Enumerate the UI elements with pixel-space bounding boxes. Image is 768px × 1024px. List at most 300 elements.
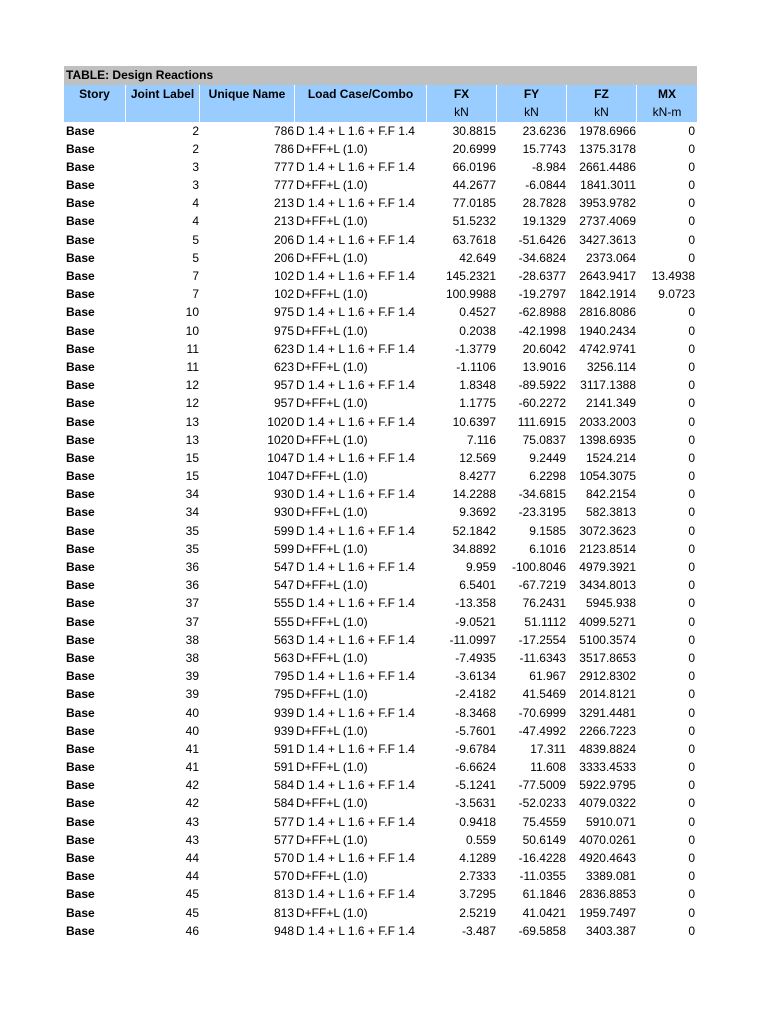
cell-joint-label: 7 xyxy=(192,287,199,302)
cell-fy: 75.4559 xyxy=(522,814,566,829)
cell-load-case: D 1.4 + L 1.6 + F.F 1.4 xyxy=(296,741,415,756)
cell-joint-label: 5 xyxy=(192,232,199,247)
unit-unique-name xyxy=(200,103,295,122)
cell-fz: 3291.4481 xyxy=(579,705,636,720)
cell-fx: 1.8348 xyxy=(459,378,496,393)
table-row xyxy=(64,322,697,340)
table-row xyxy=(64,413,697,431)
cell-unique-name: 948 xyxy=(273,923,294,938)
cell-fx: 77.0185 xyxy=(452,196,496,211)
cell-story: Base xyxy=(66,650,95,665)
cell-unique-name: 623 xyxy=(273,341,294,356)
table-row xyxy=(64,776,697,794)
cell-joint-label: 39 xyxy=(185,669,199,684)
cell-fx: 3.7295 xyxy=(459,887,496,902)
cell-load-case: D+FF+L (1.0) xyxy=(296,869,368,884)
cell-fx: -13.358 xyxy=(455,596,496,611)
cell-unique-name: 1020 xyxy=(267,432,294,447)
cell-load-case: D+FF+L (1.0) xyxy=(296,469,368,484)
cell-fx: 44.2677 xyxy=(452,178,496,193)
cell-story: Base xyxy=(66,250,95,265)
table-row xyxy=(64,485,697,503)
cell-fz: 1940.2434 xyxy=(579,323,636,338)
cell-fz: 2912.8302 xyxy=(579,669,636,684)
cell-load-case: D+FF+L (1.0) xyxy=(296,359,368,374)
cell-load-case: D 1.4 + L 1.6 + F.F 1.4 xyxy=(296,851,415,865)
cell-joint-label: 45 xyxy=(185,905,199,920)
cell-unique-name: 206 xyxy=(273,232,294,247)
cell-load-case: D 1.4 + L 1.6 + F.F 1.4 xyxy=(296,632,415,647)
cell-load-case: D 1.4 + L 1.6 + F.F 1.4 xyxy=(296,523,415,538)
cell-fy: 19.1329 xyxy=(522,214,566,229)
table-row xyxy=(64,140,697,158)
cell-fy: -42.1998 xyxy=(518,323,566,338)
cell-joint-label: 41 xyxy=(185,741,199,756)
cell-fx: -5.7601 xyxy=(455,723,496,738)
cell-fx: 4.1289 xyxy=(459,851,496,865)
table-row xyxy=(64,594,697,612)
cell-fx: -3.6134 xyxy=(455,669,496,684)
cell-fx: 2.5219 xyxy=(459,905,496,920)
cell-fz: 4070.0261 xyxy=(579,832,636,847)
cell-mx: 0 xyxy=(688,505,695,520)
cell-fz: 1978.6966 xyxy=(579,123,636,138)
table-row xyxy=(64,885,697,903)
cell-unique-name: 777 xyxy=(273,159,294,174)
cell-fx: -9.6784 xyxy=(455,741,496,756)
cell-load-case: D+FF+L (1.0) xyxy=(296,505,368,520)
cell-fz: 5945.938 xyxy=(585,596,636,611)
cell-fz: 4979.3921 xyxy=(579,560,636,574)
cell-joint-label: 12 xyxy=(185,378,199,393)
cell-fy: -60.2272 xyxy=(518,396,566,411)
cell-joint-label: 13 xyxy=(185,432,199,447)
cell-fx: -6.6624 xyxy=(455,760,496,775)
cell-story: Base xyxy=(66,596,95,611)
cell-story: Base xyxy=(66,450,95,465)
cell-fz: 1524.214 xyxy=(585,450,636,465)
cell-joint-label: 42 xyxy=(185,796,199,811)
cell-fy: 17.311 xyxy=(530,741,566,756)
cell-load-case: D 1.4 + L 1.6 + F.F 1.4 xyxy=(296,269,415,283)
cell-fy: 11.608 xyxy=(530,760,566,775)
cell-fx: -1.1106 xyxy=(456,359,496,374)
table-row xyxy=(64,212,697,230)
cell-fy: -16.4228 xyxy=(518,851,566,865)
cell-story: Base xyxy=(66,196,95,211)
cell-joint-label: 34 xyxy=(185,505,199,520)
unit-mx: kN-m xyxy=(652,105,682,119)
cell-load-case: D+FF+L (1.0) xyxy=(296,250,368,265)
cell-fx: 9.3692 xyxy=(459,505,496,520)
cell-story: Base xyxy=(66,796,95,811)
cell-unique-name: 213 xyxy=(273,214,294,229)
cell-story: Base xyxy=(66,851,95,865)
cell-mx: 0 xyxy=(688,760,695,775)
cell-fx: 52.1842 xyxy=(452,523,496,538)
cell-load-case: D 1.4 + L 1.6 + F.F 1.4 xyxy=(296,341,415,356)
cell-fz: 5922.9795 xyxy=(579,778,636,793)
cell-joint-label: 38 xyxy=(185,650,199,665)
cell-unique-name: 623 xyxy=(273,359,294,374)
table-row xyxy=(64,649,697,667)
table-row xyxy=(64,449,697,467)
cell-fx: -5.1241 xyxy=(455,778,496,793)
cell-fy: 75.0837 xyxy=(522,432,566,447)
cell-unique-name: 555 xyxy=(273,614,294,629)
table-row xyxy=(64,231,697,249)
cell-fx: -1.3779 xyxy=(455,341,496,356)
table-body xyxy=(64,122,697,940)
cell-story: Base xyxy=(66,541,95,556)
cell-joint-label: 43 xyxy=(185,814,199,829)
cell-fz: 2643.9417 xyxy=(579,269,636,283)
cell-fy: -11.0355 xyxy=(519,869,566,884)
cell-mx: 0 xyxy=(688,414,695,429)
cell-fz: 5910.071 xyxy=(585,814,636,829)
cell-fy: 111.6915 xyxy=(517,414,566,429)
cell-fz: 3953.9782 xyxy=(579,196,636,211)
cell-mx: 0 xyxy=(688,341,695,356)
cell-load-case: D+FF+L (1.0) xyxy=(296,760,368,775)
cell-fx: -11.0997 xyxy=(449,632,496,647)
cell-fy: -51.6426 xyxy=(518,232,566,247)
cell-fz: 1375.3178 xyxy=(579,141,636,156)
cell-load-case: D+FF+L (1.0) xyxy=(296,905,368,920)
cell-story: Base xyxy=(66,869,95,884)
cell-joint-label: 40 xyxy=(185,705,199,720)
table-row xyxy=(64,831,697,849)
cell-joint-label: 15 xyxy=(185,450,199,465)
cell-story: Base xyxy=(66,487,95,502)
cell-mx: 0 xyxy=(688,814,695,829)
cell-unique-name: 930 xyxy=(273,505,294,520)
cell-joint-label: 37 xyxy=(185,614,199,629)
table-row xyxy=(64,158,697,176)
cell-fy: -34.6824 xyxy=(518,250,566,265)
cell-unique-name: 584 xyxy=(273,796,294,811)
cell-story: Base xyxy=(66,814,95,829)
table-row xyxy=(64,558,697,576)
cell-unique-name: 786 xyxy=(273,141,294,156)
cell-story: Base xyxy=(66,396,95,411)
cell-mx: 0 xyxy=(688,614,695,629)
table-row xyxy=(64,522,697,540)
cell-load-case: D+FF+L (1.0) xyxy=(296,650,368,665)
table-row xyxy=(64,722,697,740)
cell-fz: 4920.4643 xyxy=(579,851,636,865)
cell-unique-name: 1020 xyxy=(267,414,294,429)
cell-fz: 1959.7497 xyxy=(579,905,636,920)
table-row xyxy=(64,740,697,758)
cell-fz: 842.2154 xyxy=(585,487,636,502)
table-row xyxy=(64,576,697,594)
cell-joint-label: 36 xyxy=(185,578,199,593)
cell-fz: 3333.4533 xyxy=(579,760,636,775)
header-joint-label: Joint Label xyxy=(126,85,200,104)
cell-mx: 0 xyxy=(688,650,695,665)
cell-unique-name: 599 xyxy=(273,523,294,538)
header-unique-name: Unique Name xyxy=(200,85,295,104)
cell-load-case: D+FF+L (1.0) xyxy=(296,287,368,302)
cell-fx: -3.487 xyxy=(461,923,496,938)
cell-fy: -67.7219 xyxy=(518,578,566,593)
cell-mx: 0 xyxy=(688,887,695,902)
cell-story: Base xyxy=(66,614,95,629)
cell-joint-label: 2 xyxy=(192,141,199,156)
cell-story: Base xyxy=(66,669,95,684)
cell-fz: 2033.2003 xyxy=(579,414,636,429)
table-row xyxy=(64,922,697,940)
cell-mx: 0 xyxy=(688,359,695,374)
cell-fx: 42.649 xyxy=(459,250,496,265)
cell-unique-name: 577 xyxy=(273,832,294,847)
cell-fx: 145.2321 xyxy=(445,269,496,283)
cell-fx: -8.3468 xyxy=(455,705,496,720)
cell-unique-name: 213 xyxy=(273,196,294,211)
table-row xyxy=(64,431,697,449)
cell-fx: 63.7618 xyxy=(452,232,496,247)
cell-load-case: D 1.4 + L 1.6 + F.F 1.4 xyxy=(296,560,415,574)
table-row xyxy=(64,813,697,831)
cell-fx: 8.4277 xyxy=(459,469,496,484)
cell-mx: 0 xyxy=(688,705,695,720)
cell-mx: 0 xyxy=(688,396,695,411)
cell-load-case: D+FF+L (1.0) xyxy=(296,723,368,738)
cell-fz: 4079.0322 xyxy=(579,796,636,811)
cell-fx: 9.959 xyxy=(465,560,496,574)
cell-unique-name: 1047 xyxy=(267,450,294,465)
cell-fy: 6.1016 xyxy=(529,541,566,556)
cell-story: Base xyxy=(66,214,95,229)
cell-unique-name: 555 xyxy=(273,596,294,611)
header-fx: FX xyxy=(427,85,497,104)
cell-unique-name: 975 xyxy=(273,323,294,338)
table-row xyxy=(64,285,697,303)
table-row xyxy=(64,849,697,867)
cell-fx: 0.2038 xyxy=(459,323,496,338)
cell-story: Base xyxy=(66,887,95,902)
cell-fy: 28.7828 xyxy=(522,196,566,211)
cell-load-case: D+FF+L (1.0) xyxy=(296,396,368,411)
header-mx: MX xyxy=(658,86,676,101)
cell-unique-name: 102 xyxy=(273,269,294,283)
table-row xyxy=(64,394,697,412)
cell-unique-name: 570 xyxy=(273,851,294,865)
cell-fz: 3427.3613 xyxy=(579,232,636,247)
cell-story: Base xyxy=(66,359,95,374)
cell-fz: 4099.5271 xyxy=(579,614,636,629)
cell-fy: -23.3195 xyxy=(518,505,566,520)
cell-story: Base xyxy=(66,414,95,429)
cell-joint-label: 34 xyxy=(185,487,199,502)
unit-fy: kN xyxy=(497,103,567,122)
cell-fy: -6.0844 xyxy=(525,178,566,193)
cell-load-case: D 1.4 + L 1.6 + F.F 1.4 xyxy=(296,305,415,320)
cell-load-case: D 1.4 + L 1.6 + F.F 1.4 xyxy=(296,378,415,393)
table-row xyxy=(64,303,697,321)
cell-fy: 61.967 xyxy=(529,669,566,684)
table-title: TABLE: Design Reactions xyxy=(64,66,697,85)
cell-joint-label: 11 xyxy=(186,359,199,374)
cell-unique-name: 930 xyxy=(273,487,294,502)
cell-mx: 9.0723 xyxy=(658,287,695,302)
cell-mx: 0 xyxy=(688,596,695,611)
unit-load-case xyxy=(295,103,427,122)
cell-mx: 0 xyxy=(688,560,695,574)
cell-story: Base xyxy=(66,287,95,302)
cell-story: Base xyxy=(66,305,95,320)
cell-load-case: D 1.4 + L 1.6 + F.F 1.4 xyxy=(296,887,415,902)
cell-joint-label: 11 xyxy=(186,341,199,356)
header-load-case: Load Case/Combo xyxy=(295,85,427,104)
table-row xyxy=(64,685,697,703)
cell-load-case: D 1.4 + L 1.6 + F.F 1.4 xyxy=(296,159,415,174)
cell-fx: 66.0196 xyxy=(452,159,496,174)
cell-story: Base xyxy=(66,232,95,247)
cell-load-case: D+FF+L (1.0) xyxy=(296,687,368,702)
cell-fy: 20.6042 xyxy=(522,341,566,356)
cell-mx: 0 xyxy=(688,723,695,738)
cell-joint-label: 7 xyxy=(192,269,199,283)
cell-load-case: D 1.4 + L 1.6 + F.F 1.4 xyxy=(296,450,415,465)
cell-mx: 0 xyxy=(688,851,695,865)
cell-unique-name: 570 xyxy=(273,869,294,884)
cell-joint-label: 42 xyxy=(185,778,199,793)
cell-load-case: D 1.4 + L 1.6 + F.F 1.4 xyxy=(296,487,415,502)
cell-fy: -11.6343 xyxy=(519,650,566,665)
cell-unique-name: 563 xyxy=(273,632,294,647)
cell-load-case: D+FF+L (1.0) xyxy=(296,178,368,193)
cell-joint-label: 15 xyxy=(185,469,199,484)
cell-unique-name: 957 xyxy=(273,396,294,411)
cell-mx: 0 xyxy=(688,141,695,156)
cell-fx: 2.7333 xyxy=(459,869,496,884)
cell-unique-name: 206 xyxy=(273,250,294,265)
cell-fz: 1841.3011 xyxy=(580,178,636,193)
cell-fx: 0.9418 xyxy=(459,814,496,829)
cell-fy: 13.9016 xyxy=(522,359,566,374)
cell-unique-name: 102 xyxy=(273,287,294,302)
cell-joint-label: 10 xyxy=(185,323,199,338)
cell-unique-name: 777 xyxy=(273,178,294,193)
cell-mx: 0 xyxy=(688,541,695,556)
cell-joint-label: 4 xyxy=(192,196,199,211)
cell-unique-name: 547 xyxy=(273,578,294,593)
cell-joint-label: 12 xyxy=(185,396,199,411)
cell-fy: 9.1585 xyxy=(529,523,566,538)
cell-joint-label: 43 xyxy=(185,832,199,847)
cell-mx: 0 xyxy=(688,196,695,211)
cell-load-case: D+FF+L (1.0) xyxy=(296,832,368,847)
cell-fy: -89.5922 xyxy=(518,378,566,393)
cell-fx: 7.116 xyxy=(466,432,496,447)
cell-fz: 3117.1388 xyxy=(580,378,636,393)
cell-unique-name: 591 xyxy=(273,741,294,756)
cell-fx: 20.6999 xyxy=(452,141,496,156)
cell-fz: 2836.8853 xyxy=(579,887,636,902)
cell-load-case: D 1.4 + L 1.6 + F.F 1.4 xyxy=(296,596,415,611)
cell-fy: 61.1846 xyxy=(522,887,566,902)
cell-joint-label: 44 xyxy=(185,851,199,865)
cell-unique-name: 813 xyxy=(273,905,294,920)
cell-story: Base xyxy=(66,469,95,484)
cell-fz: 3434.8013 xyxy=(579,578,636,593)
cell-story: Base xyxy=(66,741,95,756)
cell-unique-name: 795 xyxy=(273,687,294,702)
cell-mx: 0 xyxy=(688,250,695,265)
cell-mx: 0 xyxy=(688,378,695,393)
header-row xyxy=(64,85,697,104)
cell-fz: 2661.4486 xyxy=(579,159,636,174)
cell-story: Base xyxy=(66,141,95,156)
cell-mx: 0 xyxy=(688,632,695,647)
cell-load-case: D 1.4 + L 1.6 + F.F 1.4 xyxy=(296,778,415,793)
cell-mx: 0 xyxy=(688,159,695,174)
cell-mx: 0 xyxy=(688,578,695,593)
cell-mx: 0 xyxy=(688,905,695,920)
cell-fx: 10.6397 xyxy=(452,414,496,429)
cell-load-case: D 1.4 + L 1.6 + F.F 1.4 xyxy=(296,705,415,720)
cell-mx: 0 xyxy=(688,232,695,247)
cell-unique-name: 813 xyxy=(273,887,294,902)
cell-load-case: D 1.4 + L 1.6 + F.F 1.4 xyxy=(296,669,415,684)
cell-fy: -8.984 xyxy=(531,159,566,174)
cell-story: Base xyxy=(66,432,95,447)
header-story: Story xyxy=(64,85,126,104)
table-row xyxy=(64,540,697,558)
cell-fz: 2816.8086 xyxy=(579,305,636,320)
cell-mx: 0 xyxy=(688,178,695,193)
cell-fz: 2737.4069 xyxy=(579,214,636,229)
cell-mx: 0 xyxy=(688,741,695,756)
cell-joint-label: 45 xyxy=(185,887,199,902)
cell-mx: 0 xyxy=(688,523,695,538)
table-row xyxy=(64,358,697,376)
cell-joint-label: 4 xyxy=(192,214,199,229)
cell-story: Base xyxy=(66,523,95,538)
cell-fz: 2014.8121 xyxy=(579,687,636,702)
table-row xyxy=(64,667,697,685)
cell-fy: 76.2431 xyxy=(522,596,566,611)
cell-unique-name: 957 xyxy=(273,378,294,393)
cell-unique-name: 939 xyxy=(273,705,294,720)
cell-fz: 5100.3574 xyxy=(579,632,636,647)
cell-story: Base xyxy=(66,832,95,847)
cell-mx: 0 xyxy=(688,305,695,320)
cell-fy: -47.4992 xyxy=(518,723,566,738)
cell-fy: -62.8988 xyxy=(518,305,566,320)
table-row xyxy=(64,376,697,394)
cell-fx: 6.5401 xyxy=(459,578,496,593)
cell-fz: 1398.6935 xyxy=(579,432,636,447)
cell-fx: 14.2288 xyxy=(452,487,496,502)
cell-fx: 100.9988 xyxy=(445,287,496,302)
cell-fy: -70.6999 xyxy=(518,705,566,720)
cell-fy: -34.6815 xyxy=(518,487,566,502)
cell-story: Base xyxy=(66,723,95,738)
cell-load-case: D+FF+L (1.0) xyxy=(296,796,368,811)
cell-mx: 0 xyxy=(688,778,695,793)
cell-mx: 0 xyxy=(688,469,695,484)
cell-mx: 0 xyxy=(688,323,695,338)
cell-fx: -3.5631 xyxy=(455,796,496,811)
cell-fx: 0.559 xyxy=(465,832,496,847)
cell-story: Base xyxy=(66,378,95,393)
cell-mx: 0 xyxy=(688,669,695,684)
cell-story: Base xyxy=(66,323,95,338)
cell-joint-label: 2 xyxy=(192,123,199,138)
